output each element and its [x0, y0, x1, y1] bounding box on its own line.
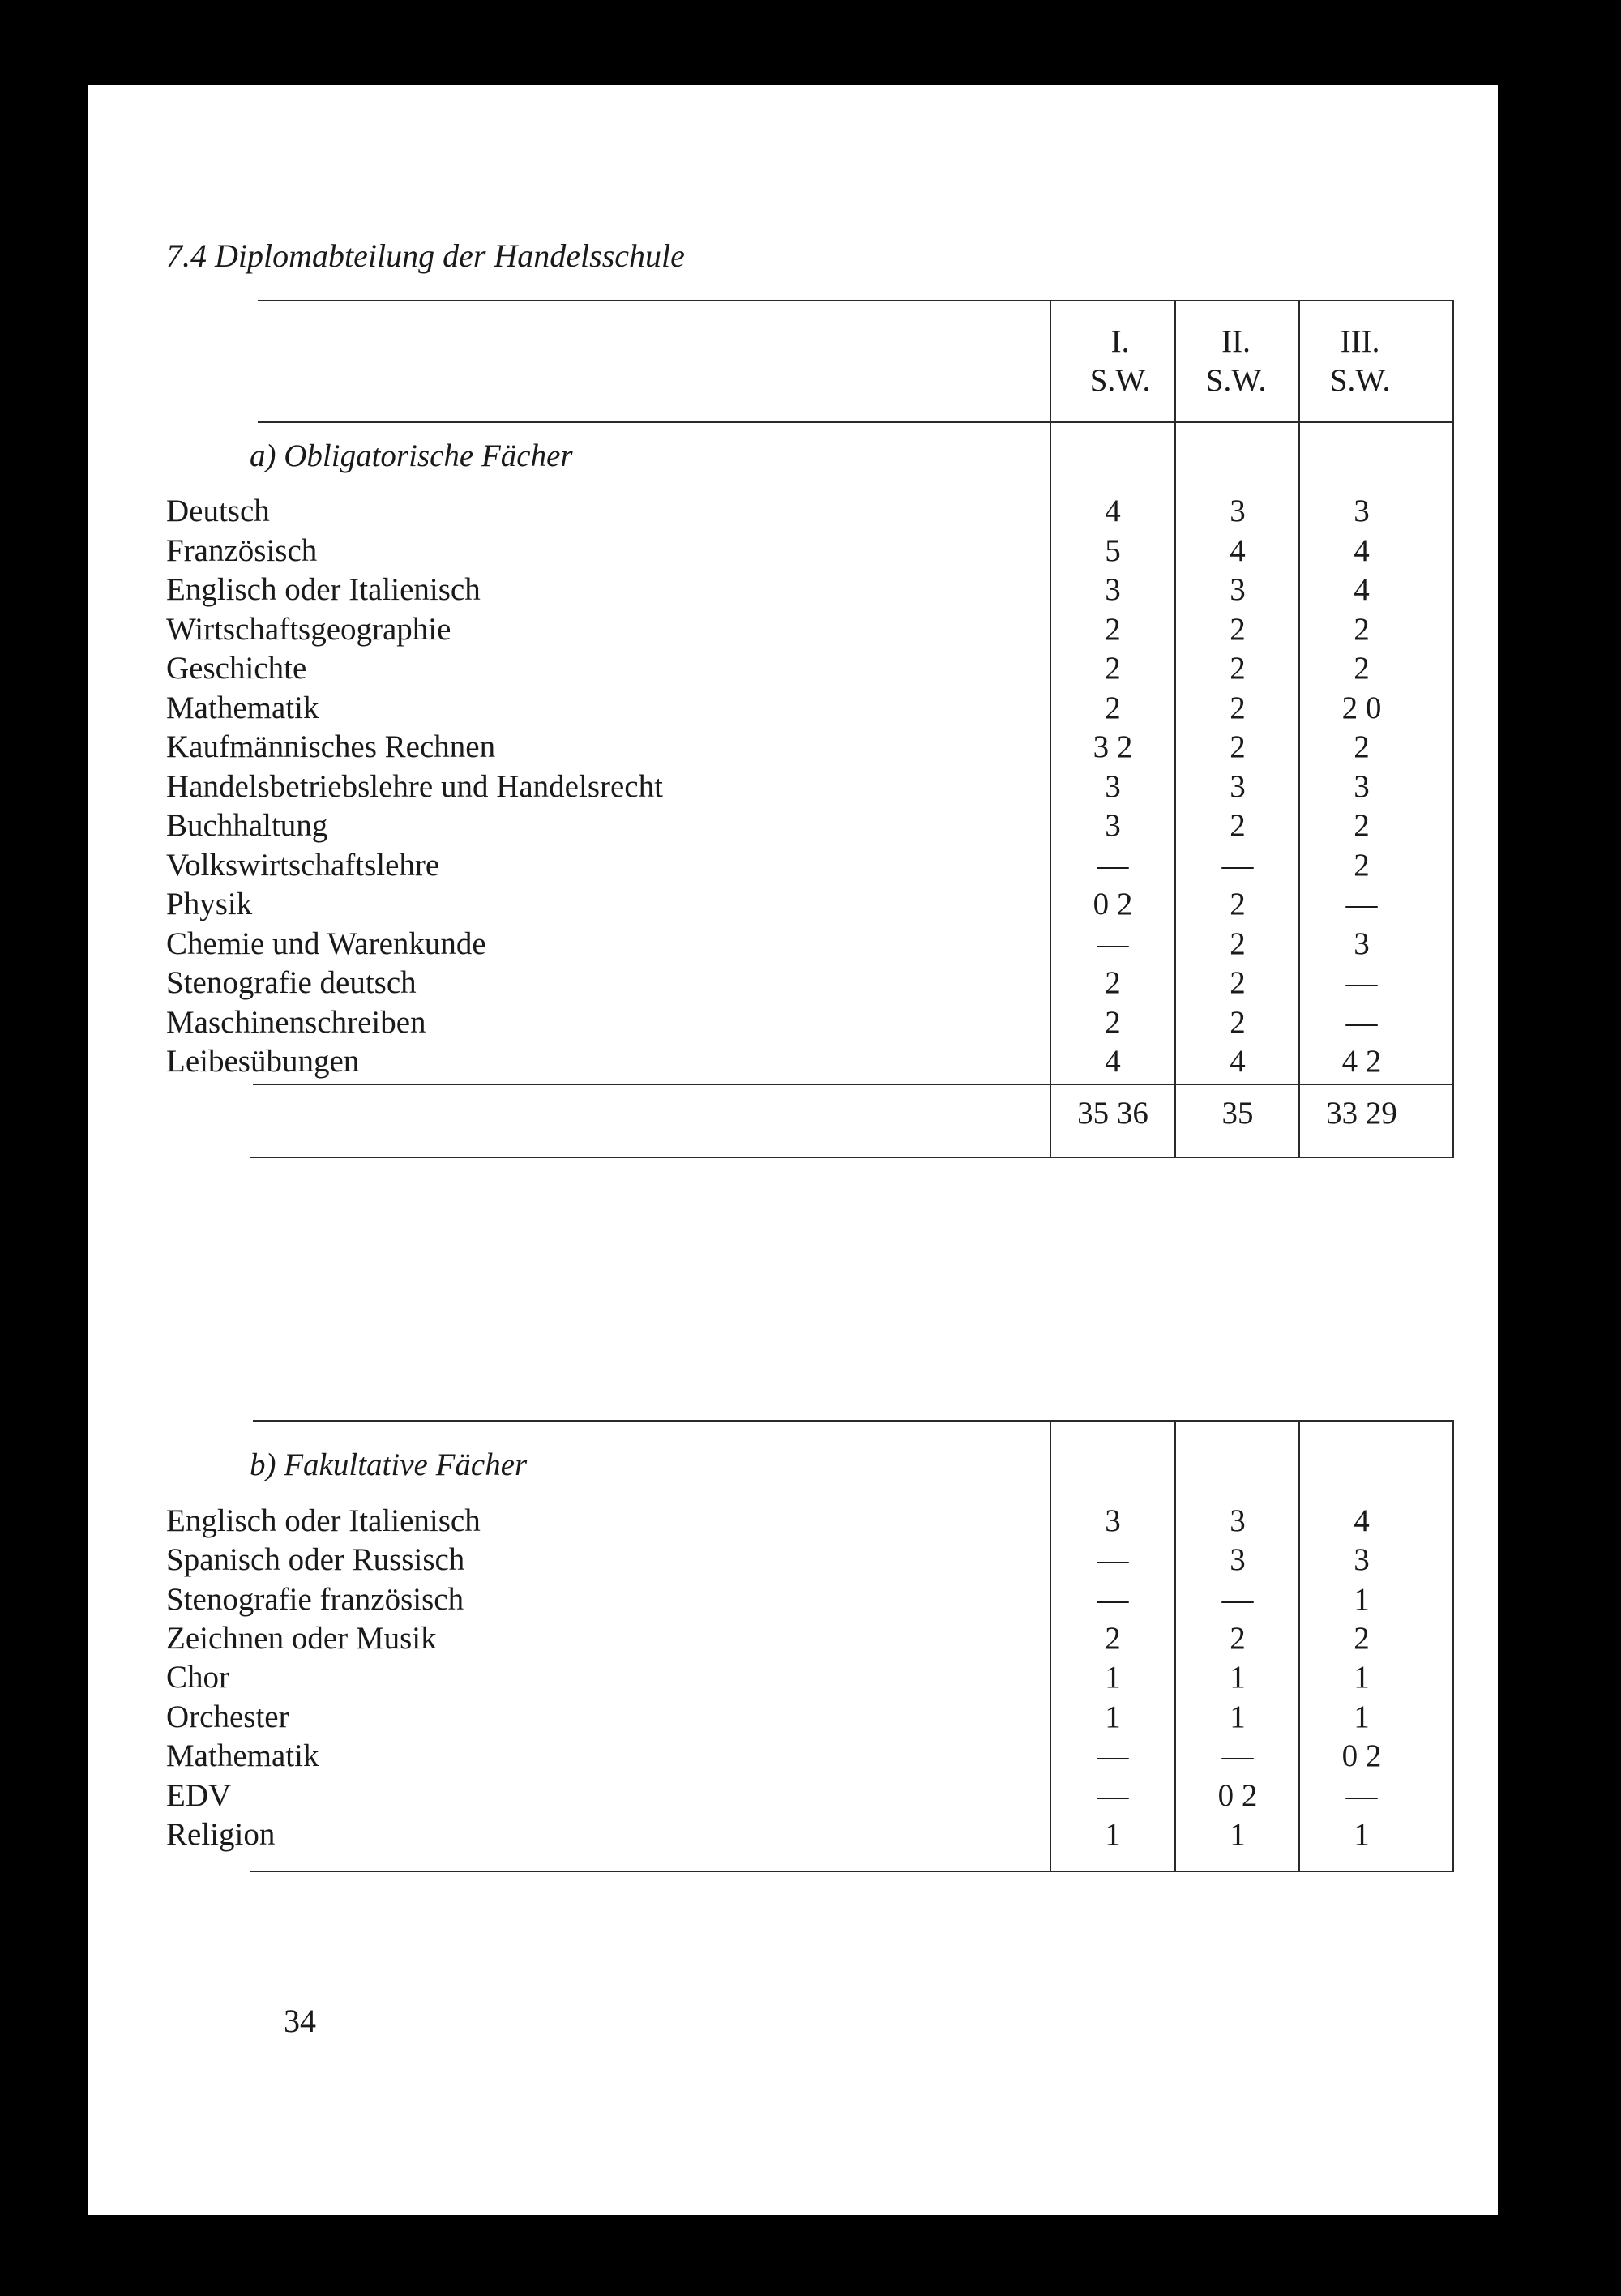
section-b-title: b) Fakultative Fächer [250, 1447, 528, 1482]
value-cell: — [1345, 965, 1378, 1000]
value-cell: 1 [1105, 1700, 1121, 1734]
total-cell: 35 36 [1077, 1096, 1148, 1131]
table-b-top-rule [253, 1420, 1454, 1422]
value-cell: 1 [1230, 1817, 1246, 1852]
value-cell: 3 [1354, 494, 1370, 528]
value-cell: 2 [1230, 612, 1246, 647]
value-cell: 2 [1105, 612, 1121, 647]
value-cell: — [1345, 1778, 1378, 1813]
table-b-col-divider-1 [1050, 1420, 1051, 1872]
value-cell: 3 [1354, 1542, 1370, 1577]
subject-name: Zeichnen oder Musik [166, 1621, 437, 1656]
table-b-col-divider-2 [1174, 1420, 1176, 1872]
value-cell: 2 [1354, 808, 1370, 843]
subject-name: Orchester [166, 1700, 289, 1734]
value-cell: 3 [1230, 1542, 1246, 1577]
subject-name: Chor [166, 1660, 229, 1695]
value-cell: 0 2 [1093, 887, 1133, 921]
value-cell: 2 [1105, 965, 1121, 1000]
value-cell: — [1345, 1005, 1378, 1040]
subject-name: Englisch oder Italienisch [166, 1503, 481, 1538]
value-cell: 2 [1230, 691, 1246, 725]
value-cell: 2 [1230, 808, 1246, 843]
value-cell: 2 [1354, 729, 1370, 764]
subject-name: Mathematik [166, 691, 319, 725]
subject-name: Maschinenschreiben [166, 1005, 426, 1040]
value-cell: — [1097, 926, 1129, 961]
column-header-3 [1295, 323, 1425, 400]
value-cell: 2 [1354, 651, 1370, 686]
value-cell: 3 [1105, 769, 1121, 804]
value-cell: 3 [1230, 494, 1246, 528]
value-cell: 1 [1105, 1817, 1121, 1852]
value-cell: 4 [1230, 1044, 1246, 1079]
value-cell: 0 2 [1217, 1778, 1258, 1813]
subject-name: Französisch [166, 533, 318, 568]
value-cell: 1 [1354, 1582, 1370, 1617]
column-header-1 [1055, 323, 1185, 400]
value-cell: — [1221, 1738, 1254, 1773]
value-cell: 1 [1230, 1700, 1246, 1734]
total-cell: 35 [1221, 1096, 1254, 1131]
column-header-2-line1: II. [1221, 324, 1251, 359]
column-header-3-line2: S.W. [1329, 363, 1391, 398]
value-cell: 0 2 [1341, 1738, 1382, 1773]
table-a-bottom-rule [250, 1157, 1454, 1158]
total-cell: 33 29 [1326, 1096, 1397, 1131]
subject-name: Mathematik [166, 1738, 319, 1773]
subject-name: Chemie und Warenkunde [166, 926, 486, 961]
value-cell: 2 [1105, 1621, 1121, 1656]
value-cell: 3 [1354, 926, 1370, 961]
table-a-top-rule [258, 300, 1454, 301]
value-cell: — [1221, 848, 1254, 883]
value-cell: 3 [1105, 572, 1121, 607]
value-cell: 1 [1354, 1817, 1370, 1852]
value-cell: — [1097, 1738, 1129, 1773]
value-cell: — [1097, 1542, 1129, 1577]
value-cell: 3 2 [1093, 729, 1133, 764]
column-header-2-line2: S.W. [1205, 363, 1267, 398]
subject-name: Geschichte [166, 651, 307, 686]
subject-name: Leibesübungen [166, 1044, 360, 1079]
value-cell: 2 [1105, 651, 1121, 686]
value-cell: — [1097, 848, 1129, 883]
column-header-1-line2: S.W. [1089, 363, 1151, 398]
table-a-col-divider-2 [1174, 300, 1176, 1158]
value-cell: 4 [1354, 572, 1370, 607]
value-cell: 2 [1105, 691, 1121, 725]
subject-name: Stenografie französisch [166, 1582, 464, 1617]
value-cell: 3 [1105, 808, 1121, 843]
value-cell: 4 [1105, 494, 1121, 528]
value-cell: 4 [1354, 533, 1370, 568]
subject-name: Handelsbetriebslehre und Handelsrecht [166, 769, 663, 804]
value-cell: 2 [1230, 1621, 1246, 1656]
table-b-col-divider-4 [1452, 1420, 1454, 1872]
subject-name: Physik [166, 887, 253, 921]
subject-name: Volkswirtschaftslehre [166, 848, 440, 883]
value-cell: 2 [1230, 887, 1246, 921]
value-cell: 3 [1230, 572, 1246, 607]
value-cell: 3 [1105, 1503, 1121, 1538]
value-cell: — [1097, 1582, 1129, 1617]
subject-name: EDV [166, 1778, 232, 1813]
value-cell: 2 [1354, 1621, 1370, 1656]
subject-name: Religion [166, 1817, 276, 1852]
column-header-1-line1: I. [1110, 324, 1130, 359]
value-cell: 3 [1230, 769, 1246, 804]
value-cell: 2 [1354, 848, 1370, 883]
value-cell: 3 [1230, 1503, 1246, 1538]
value-cell: 2 [1230, 729, 1246, 764]
subject-name: Buchhaltung [166, 808, 328, 843]
value-cell: 1 [1230, 1660, 1246, 1695]
value-cell: 2 0 [1341, 691, 1382, 725]
table-a-total-rule [253, 1084, 1454, 1085]
value-cell: 2 [1230, 1005, 1246, 1040]
table-b-bottom-rule [250, 1871, 1454, 1872]
table-a-col-divider-3 [1298, 300, 1300, 1158]
section-a-title: a) Obligatorische Fächer [250, 438, 573, 473]
table-a-col-divider-4 [1452, 300, 1454, 1158]
value-cell: — [1097, 1778, 1129, 1813]
value-cell: 1 [1105, 1660, 1121, 1695]
page-number: 34 [284, 2003, 316, 2039]
value-cell: 2 [1230, 926, 1246, 961]
value-cell: — [1345, 887, 1378, 921]
value-cell: 2 [1230, 965, 1246, 1000]
table-a-header-rule [258, 421, 1454, 423]
value-cell: 2 [1354, 612, 1370, 647]
value-cell: 1 [1354, 1700, 1370, 1734]
value-cell: 4 [1354, 1503, 1370, 1538]
value-cell: — [1221, 1582, 1254, 1617]
value-cell: 2 [1105, 1005, 1121, 1040]
value-cell: 4 [1230, 533, 1246, 568]
value-cell: 4 2 [1341, 1044, 1382, 1079]
section-heading: 7.4 Diplomabteilung der Handelsschule [166, 237, 685, 274]
subject-name: Stenografie deutsch [166, 965, 417, 1000]
page [88, 85, 1498, 2215]
subject-name: Spanisch oder Russisch [166, 1542, 465, 1577]
value-cell: 1 [1354, 1660, 1370, 1695]
value-cell: 2 [1230, 651, 1246, 686]
subject-name: Englisch oder Italienisch [166, 572, 481, 607]
table-b-col-divider-3 [1298, 1420, 1300, 1872]
table-a-col-divider-1 [1050, 300, 1051, 1158]
subject-name: Wirtschaftsgeographie [166, 612, 451, 647]
column-header-3-line1: III. [1340, 324, 1380, 359]
subject-name: Kaufmännisches Rechnen [166, 729, 496, 764]
subject-name: Deutsch [166, 494, 270, 528]
value-cell: 3 [1354, 769, 1370, 804]
column-header-2 [1171, 323, 1301, 400]
value-cell: 5 [1105, 533, 1121, 568]
value-cell: 4 [1105, 1044, 1121, 1079]
